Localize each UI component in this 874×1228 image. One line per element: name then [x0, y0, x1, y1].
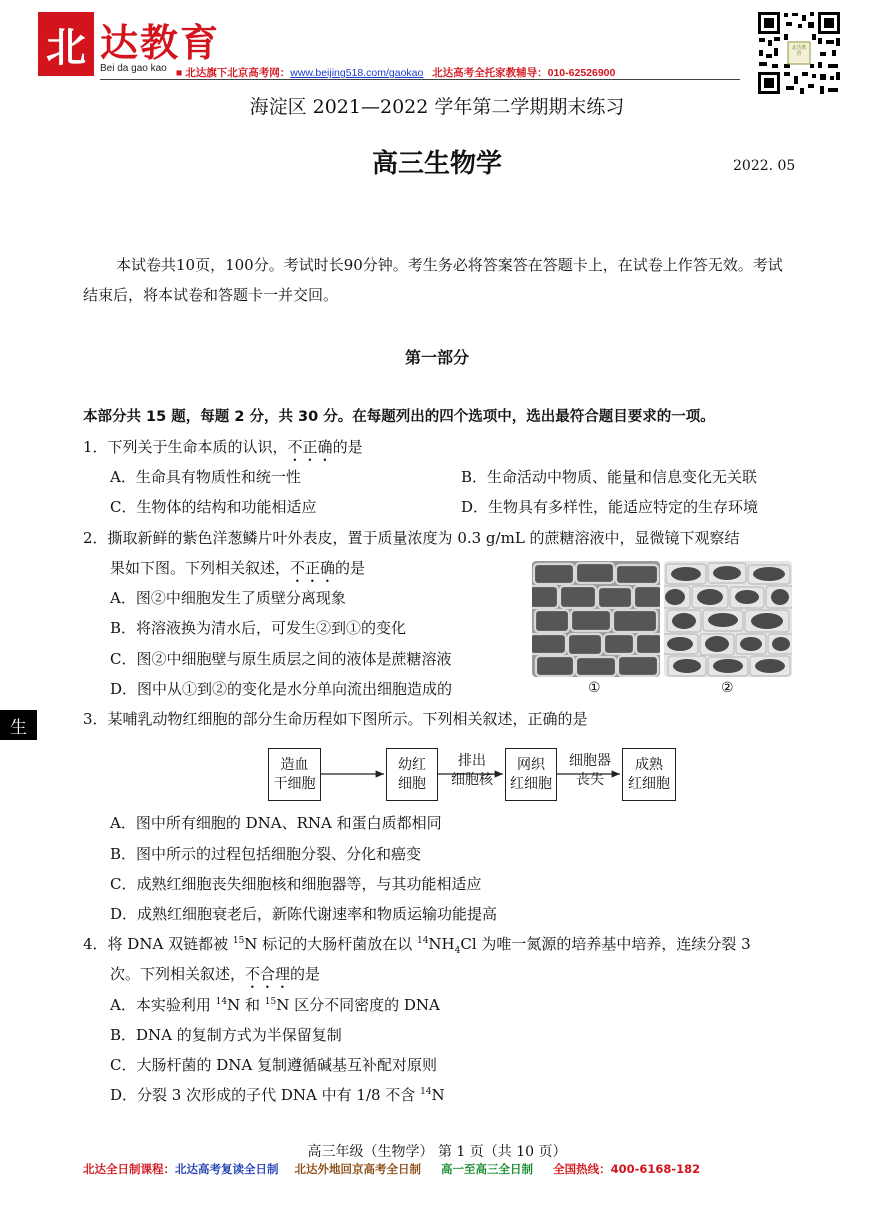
q4-text-a: 4．将 DNA 双链都被: [83, 935, 233, 953]
subject-side-tab: 生: [0, 710, 37, 740]
micrograph-2-image: [664, 561, 792, 677]
qr-center-text: 北达教育: [791, 45, 807, 57]
q2-option-b: B．将溶液换为清水后，可发生②到①的变化: [110, 619, 407, 637]
part-title: 第一部分: [404, 348, 469, 367]
arrow2-line2: 细胞核: [451, 772, 493, 788]
q4-option-d: [110, 1084, 445, 1105]
header-links: [176, 65, 615, 80]
question-4-stem-line2: [110, 963, 320, 992]
logo-text: 达教育: [100, 20, 221, 65]
q2-stem-end: 的是: [335, 559, 366, 577]
logo-glyph: 北: [46, 24, 86, 71]
site-label: 北达旗下北京高考网：: [185, 67, 291, 79]
q4d-sup-14: 14: [420, 1087, 432, 1097]
ad-return-course[interactable]: 北达外地回京高考全日制: [294, 1162, 422, 1176]
exam-title: 海淀区 2021—2022 学年第二学期期末练习: [249, 96, 625, 118]
q1-stem-text: 1．下列关于生命本质的认识，: [83, 438, 288, 456]
question-2-stem-line1: 2．撕取新鲜的紫色洋葱鳞片叶外表皮，置于质量浓度为 0.3 g/mL 的蔗糖溶液中，显微镜下观察结: [83, 529, 740, 547]
q3-option-d: D．成熟红细胞衰老后，新陈代谢速率和物质运输功能提高: [110, 905, 498, 923]
figure-2-label: ②: [721, 680, 734, 696]
page-footer: 高三年级（生物学） 第 1 页（共 10 页）: [307, 1144, 567, 1160]
box3-line2: 红细胞: [510, 775, 552, 792]
q3-option-c: C．成熟红细胞丧失细胞核和细胞器等，与其功能相适应: [110, 875, 482, 893]
flow-box-mature-rbc: [622, 748, 676, 801]
q4a-sup-14: 14: [215, 997, 228, 1007]
flow-box-juvenile-rbc: [386, 748, 438, 801]
arrow2-line1: 排出: [458, 753, 486, 769]
q4d-text-a: D．分裂 3 次形成的子代 DNA 中有 1/8 不含: [110, 1086, 421, 1104]
q1-option-b: B．生命活动中物质、能量和信息变化无关联: [461, 468, 758, 486]
q1-stem-end: 的是: [332, 438, 363, 456]
question-2-stem-line2: [110, 557, 365, 586]
tutor-info: 北达高考全托家教辅导：010-62526900: [432, 67, 616, 79]
q4-sub-4: 4: [454, 946, 461, 956]
exam-instructions: 本试卷共10页，100分。考试时长90分钟。考生务必将答案答在答题卡上，在试卷上作答无效。考试结束后，将本试卷和答题卡一并交回。: [83, 256, 783, 304]
q4d-text-b: N: [431, 1086, 445, 1104]
q1-option-c: C．生物体的结构和功能相适应: [110, 498, 317, 516]
header-rule: [100, 79, 740, 80]
ad-repeat-course[interactable]: 北达高考复读全日制: [175, 1162, 279, 1176]
q4-option-a: [110, 994, 440, 1015]
q4a-text-c: N 区分不同密度的 DNA: [276, 996, 440, 1014]
box1-line1: 造血: [280, 756, 309, 773]
ad-highschool-course[interactable]: 高一至高三全日制: [441, 1162, 534, 1176]
q4-emphasis: 不合理: [245, 965, 291, 983]
box2-line1: 幼红: [398, 756, 426, 773]
arrow3-label: [558, 752, 622, 790]
question-3-stem: 3．某哺乳动物红细胞的部分生命历程如下图所示。下列相关叙述，正确的是: [83, 710, 588, 728]
q4-sup-14: 14: [416, 936, 429, 946]
box4-line1: 成熟: [635, 756, 663, 773]
part-description: 本部分共 15 题，每题 2 分，共 30 分。在每题列出的四个选项中，选出最符合题目要求的一项。: [83, 409, 715, 425]
box1-line2: 干细胞: [273, 775, 316, 792]
micrograph-1-image: [532, 561, 660, 677]
q2-emphasis: 不正确: [290, 559, 336, 577]
bullet-icon: ■: [176, 67, 183, 79]
q3-option-b: B．图中所示的过程包括细胞分裂、分化和癌变: [110, 845, 422, 863]
arrow2-label: [440, 752, 504, 790]
site-link[interactable]: www.beijing518.com/gaokao: [290, 67, 424, 79]
q1-option-d: D．生物具有多样性，能适应特定的生存环境: [461, 498, 759, 516]
exam-date: 2022. 05: [733, 158, 796, 174]
arrow3-line2: 丧失: [576, 772, 604, 788]
logo-pinyin: Bei da gao kao: [100, 63, 167, 74]
q4-text-d: Cl 为唯一氮源的培养基中培养，连续分裂 3: [460, 935, 751, 953]
q4-text-b: N 标记的大肠杆菌放在以: [244, 935, 417, 953]
q2-option-a: A．图②中细胞发生了质壁分离现象: [110, 589, 346, 607]
q4-sup-15: 15: [232, 936, 245, 946]
ad-hotline: 全国热线：400-6168-182: [553, 1162, 701, 1176]
q1-option-a: A．生命具有物质性和统一性: [110, 468, 301, 486]
q4-option-b: B．DNA 的复制方式为半保留复制: [110, 1026, 342, 1044]
figure-1-label: ①: [588, 680, 601, 696]
box2-line2: 细胞: [398, 775, 426, 792]
ad-label: 北达全日制课程：: [83, 1162, 175, 1176]
q4-text-c: NH: [428, 935, 455, 953]
q1-emphasis: 不正确: [287, 438, 333, 456]
q4a-text-b: N 和: [227, 996, 265, 1014]
logo-mark: [38, 12, 94, 76]
q4-option-c: C．大肠杆菌的 DNA 复制遵循碱基互补配对原则: [110, 1056, 437, 1074]
subject-title: 高三生物学: [371, 149, 502, 179]
arrow3-line1: 细胞器: [569, 753, 611, 769]
flow-box-reticulocyte: [505, 748, 557, 801]
q4a-text-a: A．本实验利用: [110, 996, 216, 1014]
flow-box-stem-cell: [268, 748, 321, 801]
question-1-stem: [83, 436, 363, 465]
q4a-sup-15: 15: [264, 997, 277, 1007]
question-4-stem-line1: [83, 933, 751, 956]
q4-stem-end: 的是: [290, 965, 321, 983]
box3-line1: 网织: [517, 756, 545, 773]
q3-option-a: A．图中所有细胞的 DNA、RNA 和蛋白质都相同: [110, 814, 442, 832]
box4-line2: 红细胞: [628, 775, 670, 792]
q2-option-c: C．图②中细胞壁与原生质层之间的液体是蔗糖溶液: [110, 650, 452, 668]
q2-option-d: D．图中从①到②的变化是水分单向流出细胞造成的: [110, 680, 453, 698]
q4-stem-text: 次。下列相关叙述，: [110, 965, 246, 983]
q2-stem-text: 果如下图。下列相关叙述，: [110, 559, 291, 577]
footer-ads: [83, 1161, 700, 1177]
